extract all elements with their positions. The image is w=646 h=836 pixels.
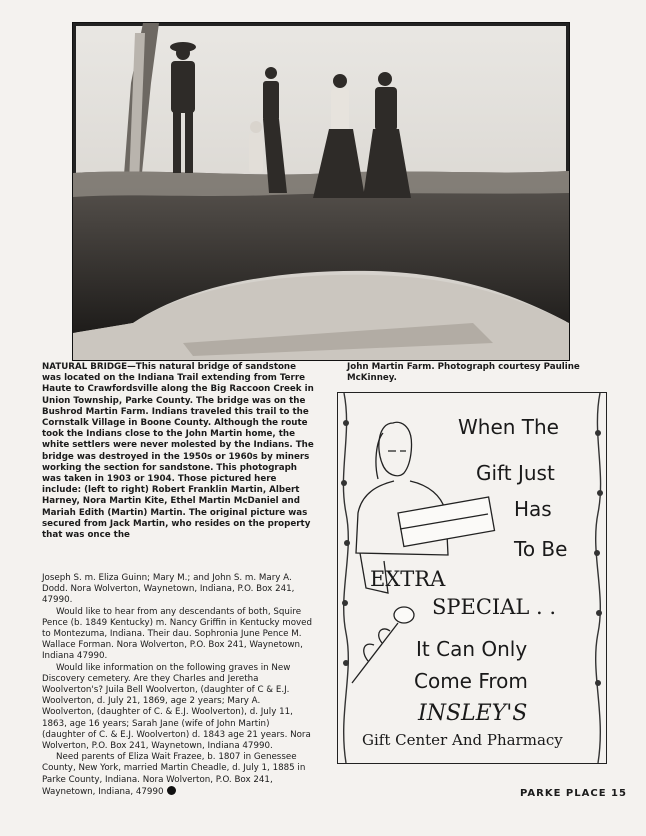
ad-line-special: SPECIAL . . — [432, 595, 557, 619]
ad-line-come-from: Come From — [414, 669, 528, 693]
ad-line-to-be: To Be — [514, 537, 568, 561]
photo-illustration — [73, 23, 569, 360]
natural-bridge-photo — [72, 22, 570, 361]
ad-line-it-can-only: It Can Only — [416, 637, 528, 661]
body-paragraph: Joseph S. m. Eliza Guinn; Mary M.; and John S. m. Mary A. Dodd. Nora Wolverton, Waynetown, Indiana, P.O. Box 241, 47990. — [42, 573, 295, 606]
ad-store-name: INSLEY'S — [418, 701, 528, 726]
ad-store-subtitle: Gift Center And Pharmacy — [362, 731, 563, 749]
page-footer: PARKE PLACE 15 — [520, 788, 627, 799]
photo-caption: NATURAL BRIDGE—This natural bridge of sandstone was located on the Indiana Trail extending from Terre Haute to Crawfordsville along the Big Raccoon Creek in Union Township, Parke County. The bridge was on the Bushrod Martin Farm. Indians traveled this trail to the Cornstalk Village in Boone County. Although the route took the Indians close to the John Martin home, the white settlers were never molested by the Indians. The bridge was destroyed in the 1950s or 1960s by miners working the section for sandstone. This photograph was taken in 1903 or 1904. Those pictured here include: (left to right) Robert Franklin Martin, Albert Harney, Nora Martin Kite, Ethel Martin McDaniel and Mariah Edith (Martin) Martin. The original picture was secured from Jack Martin, who resides on the property that was once the — [42, 362, 314, 541]
insleys-advertisement — [337, 392, 607, 764]
ad-line-gift-just: Gift Just — [476, 461, 555, 485]
body-paragraph: Need parents of Eliza Wait Frazee, b. 1807 in Genessee County, New York, married Martin Cheadle, d. July 1, 1885 in Parke County, Indiana. Nora Wolverton, P.O. Box 241, Waynetown, Indiana, 47990 — [42, 752, 306, 797]
photo-caption-continued: John Martin Farm. Photograph courtesy Pauline McKinney. — [347, 362, 580, 384]
end-mark-icon — [167, 786, 176, 795]
article-body — [42, 573, 314, 798]
ad-line-has: Has — [514, 497, 552, 521]
body-paragraph: Would like to hear from any descendants of both, Squire Pence (b. 1849 Kentucky) m. Nancy Griffin in Kentucky moved to Montezuma, Indiana. Their dau. Sophronia June Pence M. Wallace Forman. Nora Wolverton, P.O. Box 241, Waynetown, Indiana 47990. — [42, 606, 313, 662]
ad-line-extra: EXTRA — [370, 567, 446, 591]
ad-line-when-the: When The — [458, 415, 559, 439]
body-paragraph: Would like information on the following graves in New Discovery cemetery. Are they Charles and Jeretha Woolverton's? Juila Bell Woolverton, (daughter of C & E.J. Woolverton, d. July 21, 1869, age 2 years; Mary A. Woolverton, (daughter of C. & E.J. Woolverton), d. July 11, 1863, age 16 years; Sarah Jane (wife of John Martin) (daughter of C. & E.J. Woolverton) d. 1843 age 21 years. Nora Wolverton, P.O. Box 241, Waynetown, Indiana 47990. — [42, 662, 311, 752]
